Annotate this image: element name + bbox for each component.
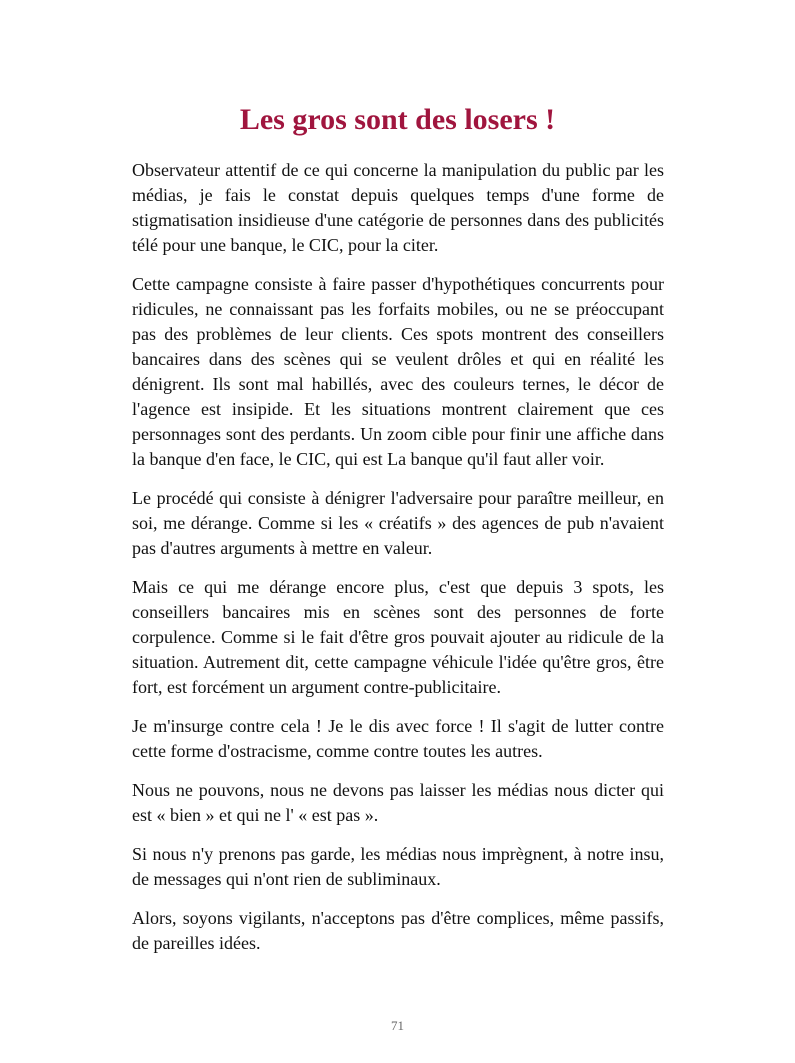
paragraph-6: Nous ne pouvons, nous ne devons pas laisser les médias nous dicter qui est « bien » et qui ne l' « est pas ». [132,780,664,825]
paragraph-4: Mais ce qui me dérange encore plus, c'est que depuis 3 spots, les conseillers bancaires mis en scènes sont des personnes de forte corpulence. Comme si le fait d'être gros pouvait ajouter au ridicule de la situation. Autrement dit, cette campagne véhicule l'idée qu'être gros, être fort, est forcément un argument contre-publicitaire. [132,577,664,697]
page-title: Les gros sont des losers ! [239,103,556,136]
paragraph-7: Si nous n'y prenons pas garde, les médias nous imprègnent, à notre insu, de messages qui n'ont rien de subliminaux. [132,844,664,889]
paragraph-5: Je m'insurge contre cela ! Je le dis avec force ! Il s'agit de lutter contre cette forme d'ostracisme, comme contre toutes les autres. [132,716,664,761]
paragraph-1: Observateur attentif de ce qui concerne la manipulation du public par les médias, je fais le constat depuis quelques temps d'une forme de stigmatisation insidieuse d'une catégorie de personnes dans des publicités télé pour une banque, le CIC, pour la citer. [132,160,664,255]
paragraph-8: Alors, soyons vigilants, n'acceptons pas d'être complices, même passifs, de pareilles idées. [132,908,664,953]
page-number: 71 [391,1018,404,1033]
paragraph-2: Cette campagne consiste à faire passer d'hypothétiques concurrents pour ridicules, ne connaissant pas les forfaits mobiles, ou ne se préoccupant pas des problèmes de leur clients. Ces spots montrent des conseillers bancaires dans des scènes qui se veulent drôles et qui en réalité les dénigrent. Ils sont mal habillés, avec des couleurs ternes, le décor de l'agence est insipide. Et les situations montrent clairement que ces personnages sont des perdants. Un zoom cible pour finir une affiche dans la banque d'en face, le CIC, qui est La banque qu'il faut aller voir. [132,274,664,469]
article-body [132,158,664,970]
paragraph-3: Le procédé qui consiste à dénigrer l'adversaire pour paraître meilleur, en soi, me dérange. Comme si les « créatifs » des agences de pub n'avaient pas d'autres arguments à mettre en valeur. [132,488,664,558]
